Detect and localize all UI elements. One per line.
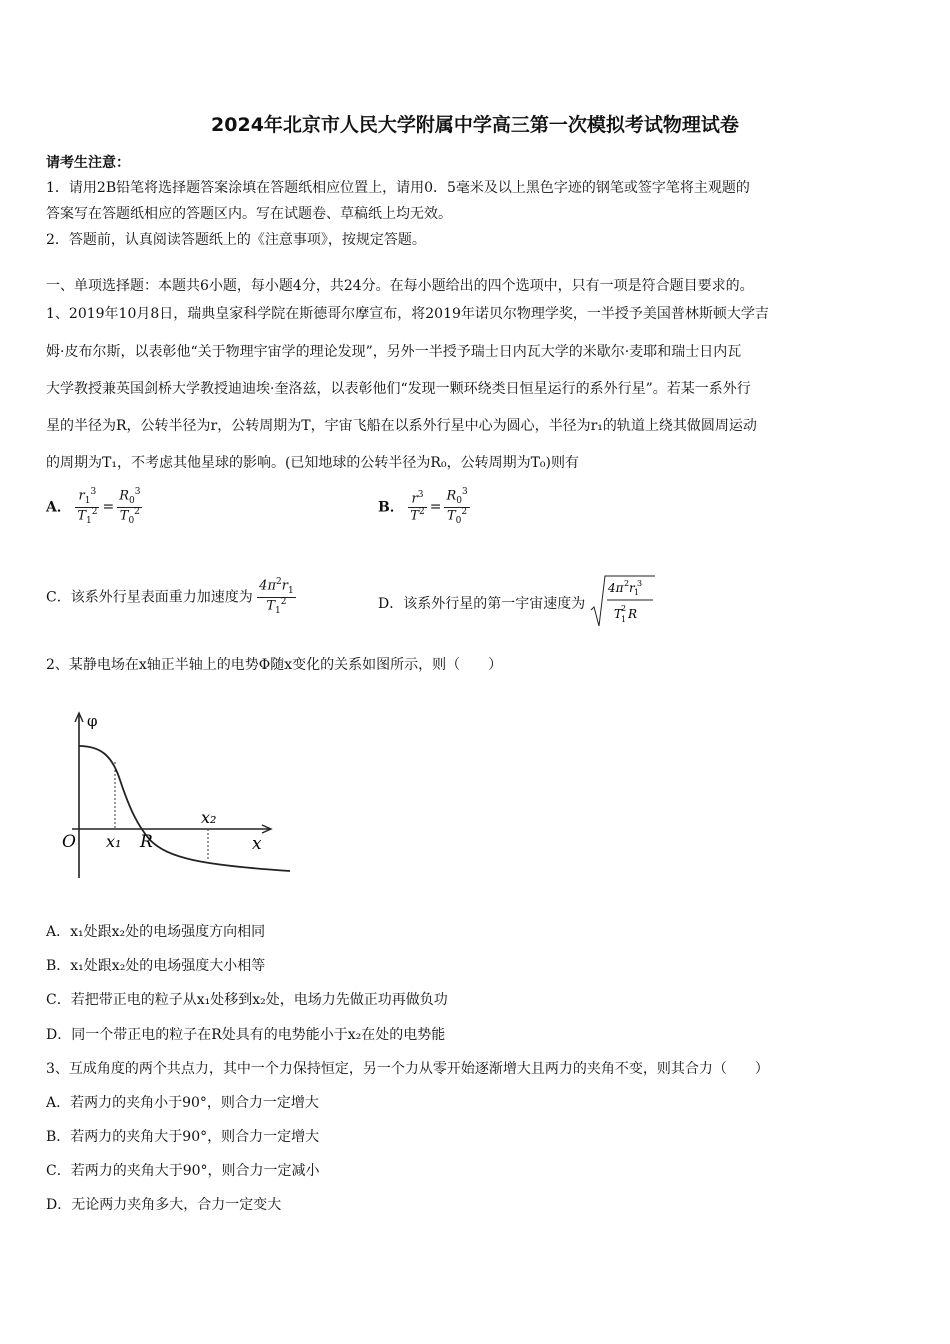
q1-option-d[interactable] xyxy=(378,574,656,634)
q3-option-d[interactable]: D．无论两力夹角多大，合力一定变大 xyxy=(46,1197,282,1213)
q1-option-a[interactable]: A． $\frac{r_1^3}{T_1^2}$ = $\frac{R_0^3}{T_0^2}$ xyxy=(46,487,141,526)
formula-c: $\frac{4\pi^2r_1}{T_1^2}$ xyxy=(259,577,294,616)
section-heading: 一、单项选择题：本题共6小题，每小题4分，共24分。在每小题给出的四个选项中，只有一项是符合题目要求的。 xyxy=(46,278,754,294)
option-d-text: D．该系外行星的第一宇宙速度为 xyxy=(378,596,586,612)
notice-item-1-cont: 答案写在答题纸相应的答题区内。写在试题卷、草稿纸上均无效。 xyxy=(46,206,452,222)
notice-item-1: 1．请用2B铅笔将选择题答案涂填在答题纸相应位置上，请用0．5毫米及以上黑色字迹的钢笔或签字笔将主观题的 xyxy=(46,180,750,196)
svg-text:2: 2 xyxy=(623,579,629,588)
svg-text:1: 1 xyxy=(620,615,626,624)
r-label: R xyxy=(140,832,153,852)
q1-stem-line-1: 1、2019年10月8日，瑞典皇家科学院在斯德哥尔摩宣布，将2019年诺贝尔物理学奖，一半授予美国普林斯顿大学吉 xyxy=(46,306,769,322)
q2-option-a[interactable]: A．x₁处跟x₂处的电场强度方向相同 xyxy=(46,924,266,940)
option-a-label: A． xyxy=(46,499,71,516)
q2-option-d[interactable]: D．同一个带正电的粒子在R处具有的电势能小于x₂在处的电势能 xyxy=(46,1027,446,1043)
q3-stem: 3、互成角度的两个共点力，其中一个力保持恒定，另一个力从零开始逐渐增大且两力的夹角不变，则其合力（ ） xyxy=(46,1061,769,1077)
formula-b-left: $\frac{r^3}{T^2}$ xyxy=(410,490,425,524)
formula-a-right: $\frac{R_0^3}{T_0^2}$ xyxy=(119,487,141,526)
svg-text:T: T xyxy=(613,607,622,621)
svg-text:2: 2 xyxy=(620,604,626,613)
q2-option-b[interactable]: B．x₁处跟x₂处的电场强度大小相等 xyxy=(46,958,266,974)
x1-label: x₁ xyxy=(106,832,122,851)
q1-stem-line-2: 姆·皮布尔斯，以表彰他“关于物理宇宙学的理论发现”，另外一半授予瑞士日内瓦大学的米歇尔·麦耶和瑞士日内瓦 xyxy=(46,344,742,360)
q1-option-b[interactable]: B． $\frac{r^3}{T^2}$ = $\frac{R_0^3}{T_0^2}$ xyxy=(378,487,468,526)
page-title: 2024年北京市人民大学附属中学高三第一次模拟考试物理试卷 xyxy=(211,114,739,136)
notice-item-2: 2．答题前，认真阅读答题纸上的《注意事项》，按规定答题。 xyxy=(46,232,426,248)
formula-d xyxy=(590,574,656,634)
q2-option-c[interactable]: C．若把带正电的粒子从x₁处移到x₂处，电场力先做正功再做负功 xyxy=(46,992,448,1008)
svg-text:3: 3 xyxy=(636,579,642,588)
svg-text:r: r xyxy=(628,581,635,595)
q1-option-c[interactable] xyxy=(46,578,296,617)
svg-text:4π: 4π xyxy=(607,581,624,595)
q2-stem: 2、某静电场在x轴正半轴上的电势Φ随x变化的关系如图所示，则（ ） xyxy=(46,657,503,673)
origin-label: O xyxy=(62,832,76,852)
option-c-text: C．该系外行星表面重力加速度为 xyxy=(46,589,253,606)
y-axis-label: φ xyxy=(87,712,98,730)
svg-text:1: 1 xyxy=(633,588,639,597)
q1-stem-line-4: 星的半径为R，公转半径为r，公转周期为T，宇宙飞船在以系外行星中心为圆心，半径为r₁的轨道上绕其做圆周运动 xyxy=(46,418,757,434)
potential-graph xyxy=(60,710,300,885)
option-b-label: B． xyxy=(378,499,404,516)
q3-option-a[interactable]: A．若两力的夹角小于90°，则合力一定增大 xyxy=(46,1095,319,1111)
q3-option-c[interactable]: C．若两力的夹角大于90°，则合力一定减小 xyxy=(46,1163,320,1179)
x-axis-label: x xyxy=(252,834,262,854)
svg-text:R: R xyxy=(627,607,637,621)
q1-stem-line-5: 的周期为T₁，不考虑其他星球的影响。(已知地球的公转半径为R₀，公转周期为T₀)则有 xyxy=(46,455,579,471)
q1-stem-line-3: 大学教授兼英国剑桥大学教授迪迪埃·奎洛兹，以表彰他们“发现一颗环绕类日恒星运行的系外行星”。若某一系外行 xyxy=(46,381,751,397)
sqrt-formula xyxy=(590,574,656,630)
x2-label: x₂ xyxy=(201,808,217,827)
q3-option-b[interactable]: B．若两力的夹角大于90°，则合力一定增大 xyxy=(46,1129,320,1145)
formula-b-right: $\frac{R_0^3}{T_0^2}$ xyxy=(446,487,468,526)
notice-heading: 请考生注意： xyxy=(46,155,130,171)
formula-a-left: $\frac{r_1^3}{T_1^2}$ xyxy=(77,487,98,526)
